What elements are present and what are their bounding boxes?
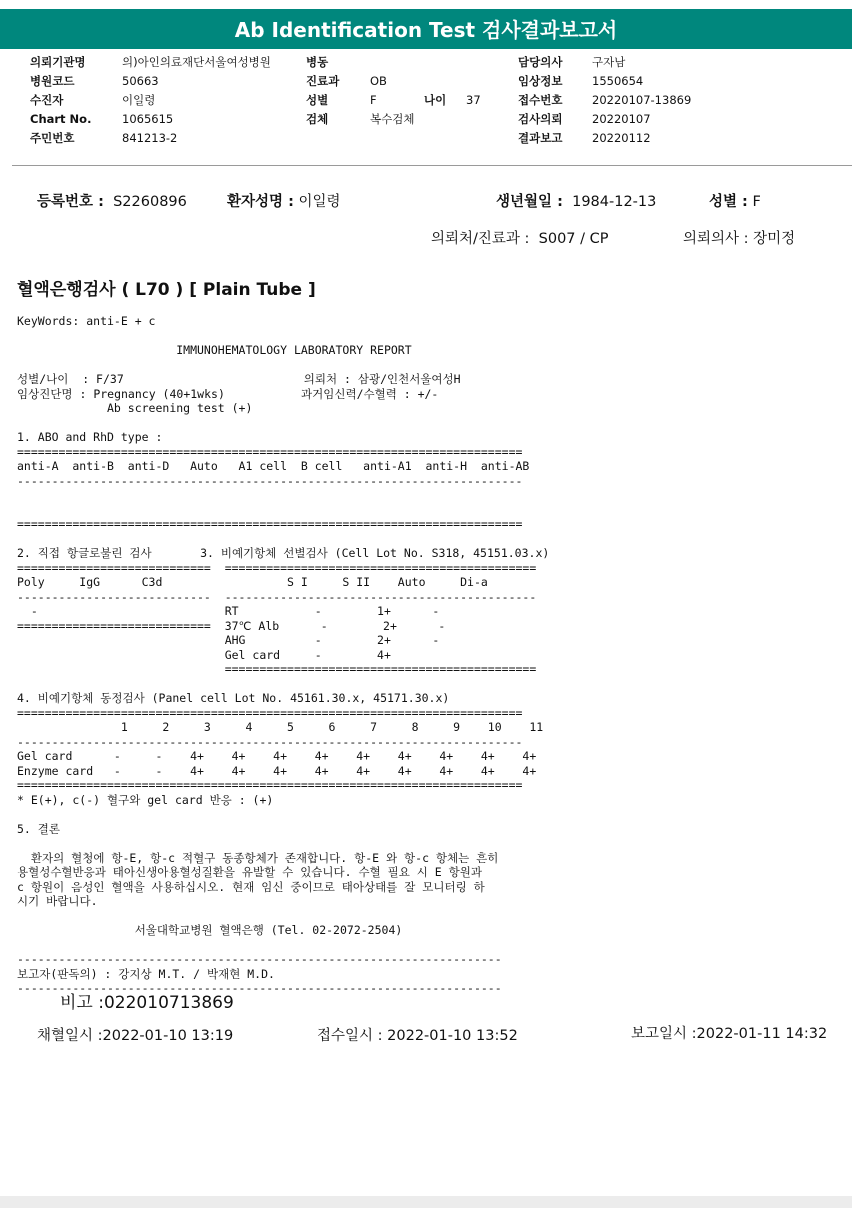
report-title-bar (0, 9, 852, 47)
report-line: Enzyme card - - 4+ 4+ 4+ 4+ 4+ 4+ 4+ 4+ 4+ (17, 763, 537, 778)
report-line (17, 358, 549, 373)
lab-report-body (17, 314, 549, 996)
header-right-column (518, 53, 691, 148)
header-left-row: 주민번호 841213-2 (30, 131, 178, 145)
report-line: 임상진단명 : Pregnancy (40+1wks) 과거임신력/수혈력 : +/- (17, 386, 439, 401)
report-line: 1 2 3 4 5 6 7 8 9 10 11 (17, 720, 544, 734)
remark: 비고 :022010713869 (60, 993, 234, 1013)
report-line: Gel card - 4+ (17, 647, 391, 662)
report-line (17, 836, 549, 851)
header-right-row: 검사의뢰 20220107 (518, 112, 651, 126)
reported-time: 보고일시 :2022-01-11 14:32 (631, 1026, 828, 1042)
received-time: 접수일시 : 2022-01-10 13:52 (317, 1028, 518, 1044)
title-underline (0, 47, 852, 49)
report-line (17, 488, 549, 503)
collection-time: 채혈일시 :2022-01-10 13:19 (37, 1028, 234, 1044)
report-line: ========================================================================= (17, 444, 523, 459)
header-middle-column (306, 53, 481, 129)
report-line: ========================================================================= (17, 778, 523, 792)
report-line: * E(+), c(-) 혈구와 gel card 반응 : (+) (17, 792, 274, 807)
report-line: ---------------------------- --------------------------------------------- (17, 589, 537, 604)
report-line (17, 807, 549, 822)
report-line: ------------------------------------------------------------------------- (17, 734, 523, 749)
birth-date: 생년월일 : 1984-12-13 (496, 194, 657, 210)
report-line: 성별/나이 : F/37 의뢰처 : 삼광/인천서울여성H (17, 372, 461, 386)
report-line: ============================================= (17, 662, 537, 676)
header-mid-row: 검체 복수검체 (306, 112, 415, 126)
header-mid-row: 성별 F 나이 37 (306, 93, 481, 107)
report-line: KeyWords: anti-E + c (17, 314, 156, 328)
report-line: - RT - 1+ - (17, 604, 440, 618)
header-left-row: Chart No. 1065615 (30, 112, 174, 126)
report-line (17, 503, 549, 518)
report-line (17, 909, 549, 924)
report-line: ========================================================================= (17, 517, 523, 531)
patient-sex: 성별 : F (709, 194, 761, 210)
report-line (17, 532, 549, 547)
report-line: Poly IgG C3d S I S II Auto Di-a (17, 575, 488, 589)
header-right-row: 접수번호 20220107-13869 (518, 93, 692, 107)
report-line: ---------------------------------------------------------------------- (17, 981, 502, 995)
report-line: IMMUNOHEMATOLOGY LABORATORY REPORT (17, 343, 412, 357)
report-line: ============================ 37℃ Alb - 2+ - (17, 618, 446, 633)
report-line (17, 677, 549, 692)
report-line (17, 938, 549, 953)
header-left-row: 병원코드 50663 (30, 74, 159, 88)
report-line: 2. 직접 항글로불린 검사 3. 비예기항체 선별검사 (Cell Lot No. S318, 45151.03.x) (17, 546, 550, 560)
header-left-row: 의뢰기관명 의)아인의료재단서울여성병원 (30, 55, 271, 69)
report-line: 4. 비예기항체 동정검사 (Panel cell Lot No. 45161.30.x, 45171.30.x) (17, 691, 450, 705)
requesting-doctor: 의뢰의사 : 장미정 (683, 231, 796, 247)
report-line (17, 329, 549, 344)
report-line (17, 416, 549, 431)
report-line: ---------------------------------------------------------------------- (17, 952, 502, 966)
header-separator (12, 165, 852, 166)
report-line: c 항원이 음성인 혈액을 사용하십시오. 현재 임신 중이므로 태아상태를 잘 모니터링 하 (17, 879, 485, 894)
report-line: 서울대학교병원 혈액은행 (Tel. 02-2072-2504) (17, 923, 403, 937)
header-mid-row: 진료과 OB (306, 74, 387, 88)
registration-number: 등록번호 : S2260896 (37, 194, 187, 210)
report-line: 1. ABO and RhD type : (17, 430, 163, 444)
header-right-row: 임상정보 1550654 (518, 74, 644, 88)
report-line: 시기 바랍니다. (17, 894, 98, 908)
report-line: 환자의 혈청에 항-E, 항-c 적혈구 동종항체가 존재합니다. 항-E 와 항-c 항체는 흔히 (17, 850, 499, 865)
header-left-row: 수진자 이일령 (30, 93, 156, 107)
report-line: Ab screening test (+) (17, 401, 253, 415)
report-line: ------------------------------------------------------------------------- (17, 473, 523, 488)
header-left-column (30, 53, 271, 148)
header-mid-row: 병동 (306, 55, 329, 69)
test-title: 혈액은행검사 ( L70 ) [ Plain Tube ] (17, 280, 316, 300)
report-title: Ab Identification Test 검사결과보고서 (234, 17, 618, 42)
report-line: Gel card - - 4+ 4+ 4+ 4+ 4+ 4+ 4+ 4+ 4+ (17, 749, 537, 763)
header-right-row: 담당의사 구자남 (518, 55, 626, 69)
requesting-dept: 의뢰처/진료과 : S007 / CP (431, 231, 609, 247)
report-line: 용혈성수혈반응과 태아신생아용혈성질환을 유발할 수 있습니다. 수혈 필요 시 E 항원과 (17, 865, 482, 879)
page-bottom-band (0, 1196, 852, 1208)
report-line: ========================================================================= (17, 705, 523, 720)
report-line: anti-A anti-B anti-D Auto A1 cell B cell anti-A1 anti-H anti-AB (17, 459, 530, 473)
report-line: 5. 결론 (17, 821, 60, 836)
report-line: 보고자(판독의) : 강지상 M.T. / 박재현 M.D. (17, 966, 275, 981)
report-line: ============================ ============================================= (17, 560, 537, 575)
report-line: AHG - 2+ - (17, 633, 440, 647)
header-right-row: 결과보고 20220112 (518, 131, 651, 145)
patient-name: 환자성명 : 이일령 (227, 194, 341, 210)
